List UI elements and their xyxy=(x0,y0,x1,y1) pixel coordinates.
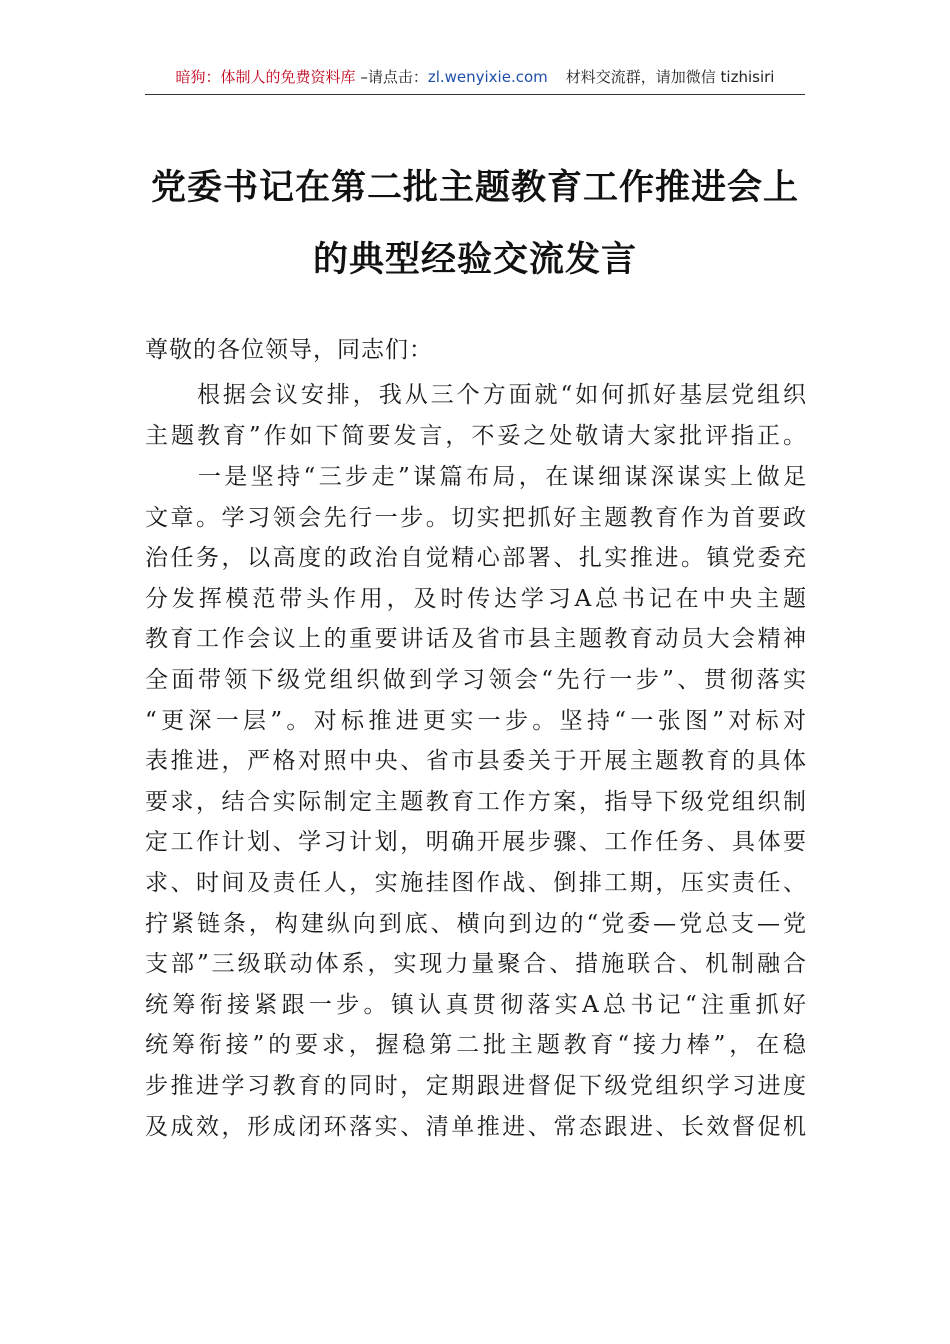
paragraph-line: 全面带领下级党组织做到学习领会“先行一步”、贯彻落实 xyxy=(145,666,807,693)
paragraph-line: 治任务，以高度的政治自觉精心部署、扎实推进。镇党委充 xyxy=(145,545,807,572)
paragraph-line: 表推进，严格对照中央、省市县委关于开展主题教育的具体 xyxy=(145,748,807,775)
paragraph-line: 统筹衔接紧跟一步。镇认真贯彻落实A总书记“注重抓好 xyxy=(145,991,807,1018)
paragraph-line: 统筹衔接”的要求，握稳第二批主题教育“接力棒”，在稳 xyxy=(145,1032,807,1059)
document-title-line-1: 党委书记在第二批主题教育工作推进会上 xyxy=(150,167,799,208)
salutation-text: 尊敬的各位领导，同志们： xyxy=(145,337,433,363)
header-click-prompt: –请点击： xyxy=(355,68,428,86)
paragraph-line: 文章。学习领会先行一步。切实把抓好主题教育作为首要政 xyxy=(145,504,807,531)
paragraph-line: 分发挥模范带头作用，及时传达学习A总书记在中央主题 xyxy=(145,585,807,612)
paragraph-line: 教育工作会议上的重要讲话及省市县主题教育动员大会精神 xyxy=(145,626,807,653)
paragraph-line: 定工作计划、学习计划，明确开展步骤、工作任务、具体要 xyxy=(145,829,807,856)
paragraph-line: “更深一层”。对标推进更实一步。坚持“一张图”对标对 xyxy=(145,707,807,734)
salutation xyxy=(145,330,807,371)
paragraph-intro xyxy=(145,375,807,456)
paragraph-line: 步推进学习教育的同时，定期跟进督促下级党组织学习进度 xyxy=(145,1072,807,1099)
header-url-link[interactable]: zl.wenyixie.com xyxy=(427,68,548,86)
paragraph-line: 根据会议安排，我从三个方面就“如何抓好基层党组织 xyxy=(145,382,807,408)
page-header xyxy=(145,66,805,95)
paragraph-line: 求、时间及责任人，实施挂图作战、倒排工期，压实责任、 xyxy=(145,869,807,896)
paragraph-line: 支部”三级联动体系，实现力量聚合、措施联合、机制融合 xyxy=(145,951,807,978)
paragraph-line: 主题教育”作如下简要发言，不妥之处敬请大家批评指正。 xyxy=(145,422,807,449)
paragraph-line: 拧紧链条，构建纵向到底、横向到边的“党委—党总支—党 xyxy=(145,910,807,937)
header-brand: 暗狗：体制人的免费资料库 xyxy=(175,68,356,86)
header-group-info: 材料交流群，请加微信 tizhisiri xyxy=(565,68,775,86)
paragraph-line: 要求，结合实际制定主题教育工作方案，指导下级党组织制 xyxy=(145,788,807,815)
paragraph-point-one xyxy=(145,457,807,1147)
document-title-line-2: 的典型经验交流发言 xyxy=(312,239,637,280)
paragraph-line: 及成效，形成闭环落实、清单推进、常态跟进、长效督促机 xyxy=(145,1113,807,1140)
paragraph-line: 一是坚持“三步走”谋篇布局，在谋细谋深谋实上做足 xyxy=(145,464,807,490)
